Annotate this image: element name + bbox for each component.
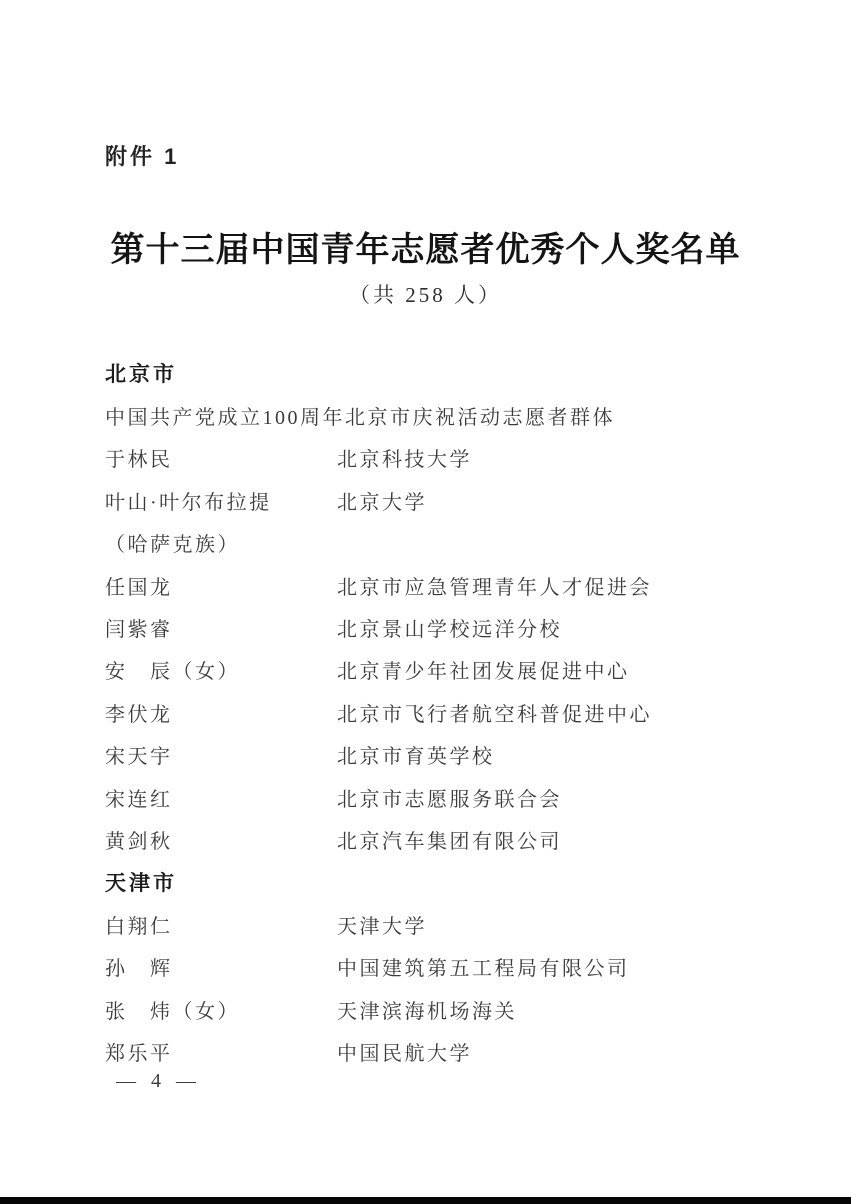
awardee-name: 张 炜（女） bbox=[105, 1000, 240, 1023]
award-entry-row bbox=[105, 564, 765, 606]
award-entry-row bbox=[105, 479, 765, 521]
award-entry-row bbox=[105, 1030, 765, 1072]
awardee-organization: 北京市志愿服务联合会 bbox=[337, 788, 562, 811]
page-number: — 4 — bbox=[116, 1070, 201, 1092]
document-subtitle: （共 258 人） bbox=[349, 283, 502, 307]
awardee-name: 闫紫睿 bbox=[105, 619, 173, 642]
awardee-organization: 北京科技大学 bbox=[337, 449, 472, 472]
awardee-organization: 天津大学 bbox=[337, 915, 427, 938]
awardee-name: 宋连红 bbox=[105, 788, 173, 811]
region-header: 北京市 bbox=[105, 363, 177, 387]
awardee-name: 任国龙 bbox=[105, 576, 173, 599]
document-title: 第十三届中国青年志愿者优秀个人奖名单 bbox=[110, 232, 741, 269]
awardee-name: 黄剑秋 bbox=[105, 830, 173, 853]
awardee-name: （哈萨克族） bbox=[105, 534, 240, 557]
award-entry-row bbox=[105, 945, 765, 987]
awardee-organization: 北京市飞行者航空科普促进中心 bbox=[337, 703, 652, 726]
award-list bbox=[105, 352, 765, 1073]
awardee-organization: 北京景山学校远洋分校 bbox=[337, 619, 562, 642]
scan-edge-bar bbox=[0, 1197, 851, 1204]
awardee-name: 中国共产党成立100周年北京市庆祝活动志愿者群体 bbox=[105, 407, 615, 430]
region-header: 天津市 bbox=[105, 871, 177, 895]
awardee-organization: 中国民航大学 bbox=[337, 1042, 472, 1065]
awardee-name: 白翔仁 bbox=[105, 915, 173, 938]
awardee-organization: 北京青少年社团发展促进中心 bbox=[337, 661, 630, 684]
awardee-organization: 北京市育英学校 bbox=[337, 746, 495, 769]
award-entry-row bbox=[105, 691, 765, 733]
awardee-name: 孙 辉 bbox=[105, 958, 173, 981]
awardee-organization: 中国建筑第五工程局有限公司 bbox=[337, 958, 630, 981]
awardee-organization: 天津滨海机场海关 bbox=[337, 1000, 517, 1023]
award-entry-row bbox=[105, 903, 765, 945]
awardee-name: 李伏龙 bbox=[105, 703, 173, 726]
awardee-name: 郑乐平 bbox=[105, 1042, 173, 1065]
award-entry-row bbox=[105, 649, 765, 691]
awardee-name: 于林民 bbox=[105, 449, 173, 472]
awardee-name: 宋天宇 bbox=[105, 746, 173, 769]
award-entry-row bbox=[105, 606, 765, 648]
award-entry-row bbox=[105, 818, 765, 860]
awardee-name: 叶山·叶尔布拉提 bbox=[105, 491, 272, 514]
awardee-organization: 北京汽车集团有限公司 bbox=[337, 830, 562, 853]
awardee-name: 安 辰（女） bbox=[105, 661, 240, 684]
award-entry-row bbox=[105, 988, 765, 1030]
awardee-organization: 北京市应急管理青年人才促进会 bbox=[337, 576, 652, 599]
award-entry-row bbox=[105, 776, 765, 818]
award-entry-row bbox=[105, 522, 765, 564]
award-entry-row bbox=[105, 734, 765, 776]
award-entry-row bbox=[105, 394, 765, 436]
awardee-organization: 北京大学 bbox=[337, 491, 427, 514]
attachment-label: 附件 1 bbox=[105, 144, 180, 169]
award-entry-row bbox=[105, 437, 765, 479]
